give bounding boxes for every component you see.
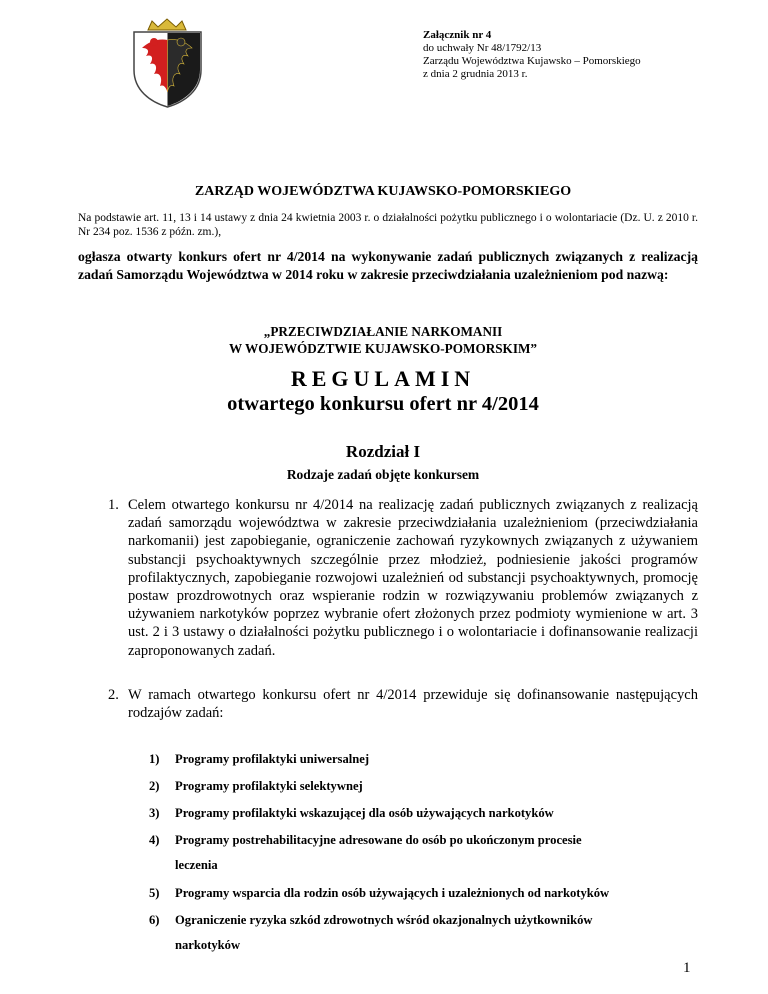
list-item: [149, 779, 363, 794]
program-name-line: „PRZECIWDZIAŁANIE NARKOMANII: [263, 324, 503, 339]
chapter-title: Rodzaje zadań objęte konkursem: [286, 467, 480, 482]
annex-line: do uchwały Nr 48/1792/13: [423, 42, 542, 54]
page-number: 1: [683, 960, 691, 976]
program-name-line: W WOJEWÓDZTWIE KUJAWSKO-POMORSKIM”: [229, 341, 537, 356]
program-name: [72, 323, 694, 357]
list-item-text: Programy profilaktyki selektywnej: [175, 779, 363, 793]
list-item-continuation: narkotyków: [175, 938, 241, 952]
competition-announcement: ogłasza otwarty konkurs ofert nr 4/2014 na wykonywanie zadań publicznych związanych z realizacją zadań Samorządu Województwa w 2014 roku w zakresie przeciwdziałania uzależnieniom pod nazwą:: [78, 249, 698, 282]
list-item: [149, 752, 369, 767]
annex-title: Załącznik nr 4: [423, 29, 492, 41]
board-heading: ZARZĄD WOJEWÓDZTWA KUJAWSKO-POMORSKIEGO: [194, 184, 572, 199]
annex-reference: [423, 29, 753, 81]
list-item-text: Programy wsparcia dla rodzin osób używających i uzależnionych od narkotyków: [175, 886, 610, 900]
paragraph-text: Celem otwartego konkursu nr 4/2014 na realizację zadań publicznych związanych z realizacją zadań samorządu województwa w zakresie przeciwdziałania uzależnieniom (przeciwdziałania narkomanii) jest zapobieganie, ograniczenie zachowań ryzykownych związanych z używaniem substancji psychoaktywnych szczególnie przez młodzież, podniesienie jakości programów profilaktycznych, zapobieganie rozwojowi uzależnień od substancji psychoaktywnych, promocję postaw prozdrowotnych oraz wspieranie rodzin w rozwiązywaniu problemów związanych z używaniem narkotyków poprzez wybranie ofert złożonych przez podmioty wymienione w art. 3 ust. 2 i 3 ustawy o działalności pożytku publicznego i o wolontariacie i dofinansowanie realizacji zaproponowanych zadań.: [128, 497, 698, 659]
list-item-number: 3): [149, 806, 160, 820]
list-item-continuation: leczenia: [175, 858, 218, 872]
paragraph-number: 2.: [108, 687, 119, 703]
list-item-number: 4): [149, 833, 160, 847]
list-item-text: Programy profilaktyki uniwersalnej: [175, 752, 370, 766]
annex-line: z dnia 2 grudnia 2013 r.: [423, 68, 528, 80]
list-item: [149, 806, 554, 821]
regulation-title: REGULAMIN: [290, 366, 476, 391]
annex-line: Zarządu Województwa Kujawsko – Pomorskiego: [423, 55, 641, 67]
legal-basis: Na podstawie art. 11, 13 i 14 ustawy z dnia 24 kwietnia 2003 r. o działalności pożytku publicznego i o wolontariacie (Dz. U. z 2010 r. Nr 234 poz. 1536 z późn. zm.),: [78, 212, 698, 238]
list-item-number: 6): [149, 913, 160, 927]
paragraph-2: [108, 686, 698, 722]
list-item-text: Programy profilaktyki wskazującej dla osób używających narkotyków: [175, 806, 554, 820]
regulation-subtitle: otwartego konkursu ofert nr 4/2014: [227, 393, 539, 415]
chapter-number: Rozdział I: [345, 442, 421, 461]
list-item: [149, 913, 592, 928]
list-item-number: 2): [149, 779, 160, 793]
list-item-number: 5): [149, 886, 160, 900]
paragraph-1: [108, 496, 698, 660]
voivodeship-coat-of-arms-logo: [130, 18, 205, 108]
paragraph-text: W ramach otwartego konkursu ofert nr 4/2014 przewiduje się dofinansowanie następujących rodzajów zadań:: [128, 687, 698, 722]
list-item-number: 1): [149, 752, 160, 766]
paragraph-number: 1.: [108, 497, 119, 513]
list-item: [149, 886, 609, 901]
list-item: [149, 833, 582, 848]
list-item-text: Ograniczenie ryzyka szkód zdrowotnych wśród okazjonalnych użytkowników: [175, 913, 593, 927]
list-item-text: Programy postrehabilitacyjne adresowane do osób po ukończonym procesie: [175, 833, 582, 847]
